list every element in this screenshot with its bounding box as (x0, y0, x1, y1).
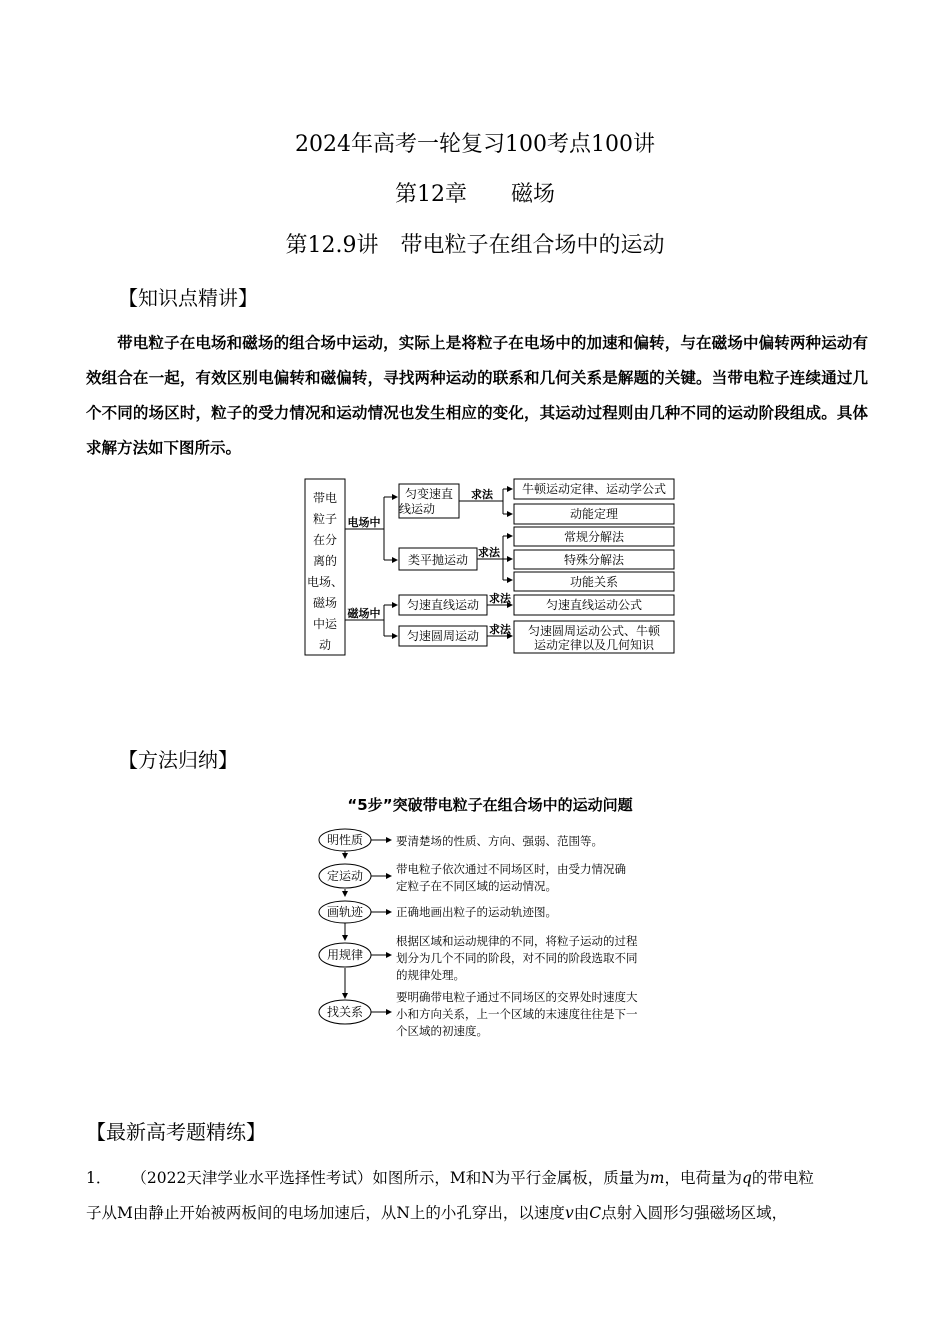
document-title: 2024年高考一轮复习100考点100讲 (295, 132, 655, 157)
step-desc-5: 要明确带电粒子通过不同场区的交界处时速度大 (396, 990, 638, 1004)
chapter-number: 第12章 (394, 182, 467, 207)
step-desc-4: 划分为几个不同的阶段，对不同的阶段选取不同 (396, 951, 638, 965)
step-desc-3: 正确地画出粒子的运动轨迹图。 (396, 905, 557, 919)
step-desc-2: 定粒子在不同区域的运动情况。 (396, 879, 557, 893)
chapter-title (0, 177, 950, 208)
electric-field-label: 电场中 (347, 516, 381, 529)
section-heading-exercises: 【最新高考题精练】 (86, 1120, 266, 1144)
motion-uniform-line: 匀速直线运动 (406, 598, 480, 612)
question-text: 子从M由静止开始被两板间的电场加速后，从N上的小孔穿出，以速度 (86, 1204, 565, 1222)
section-heading-method: 【方法归纳】 (118, 748, 238, 772)
step-desc-5: 小和方向关系，上一个区域的末速度往往是下一 (396, 1007, 638, 1021)
motion-projectile: 类平抛运动 (407, 553, 469, 567)
motion-uniform-accel-line1: 匀变速直 (404, 487, 454, 501)
root-line: 磁场 (312, 596, 338, 610)
method-label: 求法 (471, 488, 493, 501)
knowledge-paragraph (86, 326, 868, 466)
question-text: ，电荷量为 (664, 1169, 742, 1187)
question-text: 的带电粒 (751, 1169, 814, 1187)
method-label: 求法 (478, 546, 500, 559)
motion-circular: 匀速圆周运动 (406, 629, 480, 643)
step-label-3: 画轨迹 (326, 905, 364, 919)
question-line (86, 1196, 868, 1231)
five-steps-title: “5步”突破带电粒子在组合场中的运动问题 (347, 796, 633, 814)
step-label-5: 找关系 (326, 1005, 364, 1019)
method-newton: 牛顿运动定律、运动学公式 (521, 482, 667, 496)
step-label-4: 用规律 (326, 948, 364, 962)
method-line-formula: 匀速直线运动公式 (545, 598, 643, 612)
question-text: 由 (573, 1204, 590, 1222)
chapter-name: 磁场 (510, 182, 555, 207)
symbol-m: m (649, 1169, 665, 1187)
root-line: 带电 (312, 491, 338, 505)
five-steps-diagram (300, 790, 680, 1040)
root-line: 离的 (312, 554, 338, 568)
question-text: 如图所示，M和N为平行金属板，质量为 (372, 1169, 650, 1187)
question-source: （2022天津学业水平选择性考试） (131, 1169, 373, 1187)
knowledge-text: 带电粒子在电场和磁场的组合场中运动，实际上是将粒子在电场中的加速和偏转，与在磁场中偏转两种运动有效组合在一起，有效区别电偏转和磁偏转，寻找两种运动的联系和几何关系是解题的关键。当带电粒子连续通过几个不同的场区时，粒子的受力情况和运动情况也发生相应的变化，其运动过程则由几种不同的运动阶段组成。具体求解方法如下图所示。 (86, 334, 868, 457)
method-circle-formula-line1: 匀速圆周运动公式、牛顿 (527, 624, 661, 638)
symbol-q: q (741, 1169, 752, 1187)
root-line: 在分 (312, 533, 338, 547)
step-label-2: 定运动 (326, 869, 364, 883)
method-kinetic: 动能定理 (569, 507, 619, 521)
method-special: 特殊分解法 (563, 553, 625, 567)
method-energy: 功能关系 (569, 575, 619, 589)
question-text: 点射入圆形匀强磁场区域， (601, 1204, 788, 1222)
section-heading-knowledge: 【知识点精讲】 (118, 286, 258, 310)
question-1 (86, 1161, 868, 1231)
step-desc-4: 的规律处理。 (396, 968, 465, 982)
step-desc-2: 带电粒子依次通过不同场区时，由受力情况确 (396, 862, 626, 876)
method-label: 求法 (489, 592, 511, 605)
root-line: 中运 (312, 617, 338, 631)
root-line: 动 (318, 638, 332, 652)
step-desc-1: 要清楚场的性质、方向、强弱、范围等。 (396, 834, 603, 848)
symbol-v: v (564, 1204, 574, 1222)
step-label-1: 明性质 (326, 833, 364, 847)
motion-uniform-accel-line2: 线运动 (398, 502, 436, 516)
root-line: 电场、 (306, 575, 344, 589)
step-desc-4: 根据区域和运动规律的不同，将粒子运动的过程 (396, 934, 638, 948)
root-line: 粒子 (312, 512, 338, 526)
method-decompose: 常规分解法 (563, 530, 625, 544)
step-desc-5: 个区域的初速度。 (396, 1024, 488, 1038)
method-flowchart (300, 474, 682, 660)
question-line (86, 1161, 868, 1196)
symbol-c: C (589, 1204, 602, 1222)
magnetic-field-label: 磁场中 (347, 607, 381, 620)
method-label: 求法 (489, 623, 511, 636)
question-number: 1． (86, 1169, 112, 1187)
lecture-title: 第12.9讲 带电粒子在组合场中的运动 (285, 233, 665, 258)
method-circle-formula-line2: 运动定律以及几何知识 (533, 638, 655, 652)
